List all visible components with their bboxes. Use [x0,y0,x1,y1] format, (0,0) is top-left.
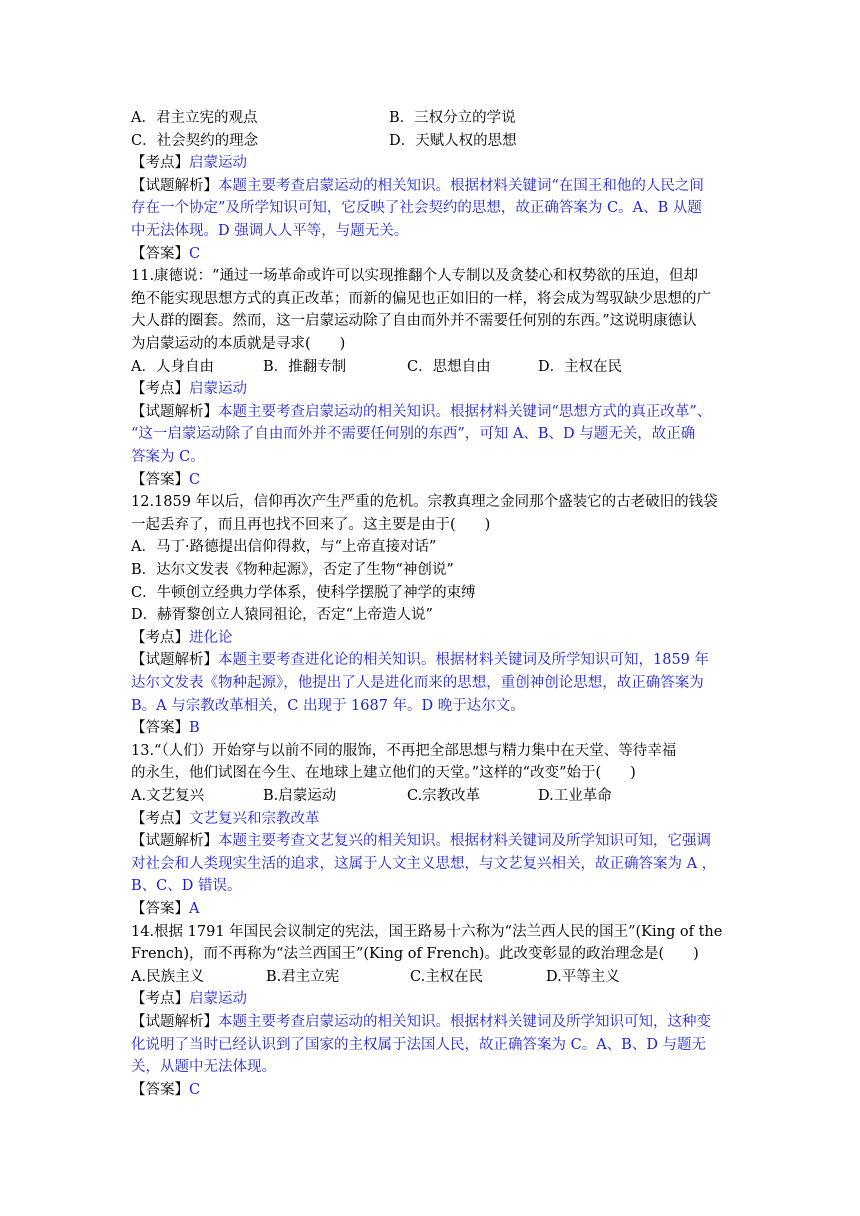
analysis-line [131,627,736,649]
analysis-line [131,1011,736,1033]
analysis-line [131,875,736,897]
analysis-text: B。A 与宗教改革相关，C 出现于 1687 年。D 晚于达尔文。 [131,697,525,714]
question-text: 一起丢弃了，而且再也找不回来了。这主要是由于( ) [131,516,491,533]
analysis-text: 本题主要考查进化论的相关知识。根据材料关键词及所学知识可知，1859 年 [218,652,710,669]
options-row [131,966,736,988]
answer-option: C．思想自由 [407,358,491,375]
analysis-text: 启蒙运动 [189,381,247,398]
analysis-line [131,695,736,717]
section-tag: 【答案】 [131,901,189,917]
answer-option: C.主权在民 [410,968,484,985]
analysis-text: 化说明了当时已经认识到了国家的主权属于法国人民，故正确答案为 C。A、B、D 与题无 [131,1036,707,1053]
analysis-line [131,1034,736,1056]
answer-option: D．主权在民 [538,358,623,375]
question-text: 大人群的圈套。然而，这一启蒙运动除了自由而外并不需要任何别的东西。”这说明康德认 [131,313,697,330]
analysis-line [131,853,736,875]
analysis-text: B、C、D 错误。 [131,878,242,895]
analysis-text: 本题主要考查文艺复兴的相关知识。根据材料关键词及所学知识可知，它强调 [218,833,711,850]
answer-option: B．推翻专制 [263,358,347,375]
analysis-text: C [189,245,201,262]
question-text: C．牛顿创立经典力学体系，使科学摆脱了神学的束缚 [131,584,476,601]
analysis-line [131,717,736,739]
analysis-line [131,469,736,491]
question-text: French)，而不再称为“法兰西国王”(King of French)。此改变彰显的政治理念是( ) [131,946,699,963]
answer-option: D.工业革命 [538,788,612,804]
section-tag: 【答案】 [131,1081,189,1098]
options-row [131,107,736,129]
analysis-text: 本题主要考查启蒙运动的相关知识。根据材料关键词“在国王和他的人民之间 [218,177,704,194]
analysis-line [131,898,736,920]
section-tag: 【试题解析】 [131,177,218,194]
analysis-line [131,830,736,852]
analysis-line [131,423,736,445]
analysis-text: 启蒙运动 [189,991,247,1008]
analysis-text: C [189,471,201,488]
analysis-line [131,1056,736,1078]
analysis-text: 文艺复兴和宗教改革 [189,810,320,827]
section-tag: 【考点】 [131,991,189,1008]
analysis-text: 达尔文发表《物种起源》，他提出了人是进化而来的思想，重创神创论思想，故正确答案为 [131,675,704,691]
answer-option: A．君主立宪的观点 [131,110,258,126]
question-text: 11.康德说：“通过一场革命或许可以实现推翻个人专制以及贪婪心和权势欲的压迫，但却 [131,268,698,285]
section-tag: 【试题解析】 [131,652,218,669]
section-tag: 【考点】 [131,629,189,646]
analysis-text: 进化论 [189,629,233,646]
question-text: 为启蒙运动的本质就是寻求( ) [131,336,346,352]
question-text: 13.“（人们）开始穿与以前不同的服饰，不再把全部思想与精力集中在天堂、等待幸福 [131,742,677,759]
answer-option: A.民族主义 [131,968,205,985]
analysis-line [131,1079,736,1101]
answer-option: C．社会契约的理念 [131,132,259,149]
analysis-text: A [189,901,200,917]
question-text: B．达尔文发表《物种起源》，否定了生物“神创说” [131,562,454,578]
answer-option: D.平等主义 [546,968,620,985]
analysis-text: 关，从题中无法体现。 [131,1059,276,1076]
analysis-text: C [189,1081,201,1098]
section-tag: 【答案】 [131,245,189,262]
answer-option: C.宗教改革 [407,788,481,804]
section-tag: 【试题解析】 [131,833,218,850]
analysis-text: 存在一个协定”及所学知识可知，它反映了社会契约的思想，故正确答案为 C。A、B 从题 [131,200,702,217]
analysis-line [131,152,736,174]
analysis-line [131,220,736,242]
answer-option: D．天赋人权的思想 [389,132,517,149]
section-tag: 【考点】 [131,155,189,172]
analysis-line [131,243,736,265]
analysis-line [131,401,736,423]
analysis-line [131,378,736,400]
answer-option: B.启蒙运动 [263,788,337,804]
analysis-text: “这一启蒙运动除了自由而外并不需要任何别的东西”，可知 A、B、D 与题无关，故正确 [131,426,696,443]
question-text: A．马丁·路德提出信仰得救，与“上帝直接对话” [131,539,437,556]
answer-option: A.文艺复兴 [131,788,205,804]
analysis-text: 本题主要考查启蒙运动的相关知识。根据材料关键词及所学知识可知，这种变 [218,1014,711,1030]
analysis-line [131,988,736,1010]
options-row [131,785,736,807]
analysis-line [131,672,736,694]
analysis-line [131,649,736,671]
section-tag: 【试题解析】 [131,403,218,420]
answer-option: A．人身自由 [131,358,214,375]
analysis-line [131,197,736,219]
options-row [131,130,736,152]
question-text: 的永生，他们试图在今生、在地球上建立他们的天堂。”这样的“改变”始于( ) [131,765,636,782]
question-text: D．赫胥黎创立人猿同祖论，否定“上帝造人说” [131,607,433,624]
analysis-text: 启蒙运动 [189,155,247,172]
analysis-line [131,446,736,468]
options-row [131,356,736,378]
answer-option: B.君主立宪 [266,968,340,985]
section-tag: 【考点】 [131,381,189,398]
section-tag: 【考点】 [131,810,189,827]
analysis-text: 对社会和人类现实生活的追求，这属于人文主义思想，与文艺复兴相关，故正确答案为 A ， [131,855,717,872]
question-text: 绝不能实现思想方式的真正改革；而新的偏见也正如旧的一样，将会成为驾驭缺少思想的广 [131,290,711,307]
question-text: 12.1859 年以后，信仰再次产生严重的危机。宗教真理之金同那个盛装它的古老破旧的钱袋 [131,494,718,511]
question-text: 14.根据 1791 年国民会议制定的宪法，国王路易十六称为“法兰西人民的国王”(King of the [131,923,723,940]
analysis-text: B [189,720,200,737]
section-tag: 【试题解析】 [131,1014,218,1030]
analysis-text: 本题主要考查启蒙运动的相关知识。根据材料关键词“思想方式的真正改革”、 [218,403,712,420]
section-tag: 【答案】 [131,720,189,737]
analysis-text: 中无法体现。D 强调人人平等，与题无关。 [131,223,409,239]
section-tag: 【答案】 [131,471,189,488]
analysis-line [131,175,736,197]
analysis-text: 答案为 C。 [131,449,205,465]
answer-option: B．三权分立的学说 [389,110,516,126]
analysis-line [131,808,736,830]
